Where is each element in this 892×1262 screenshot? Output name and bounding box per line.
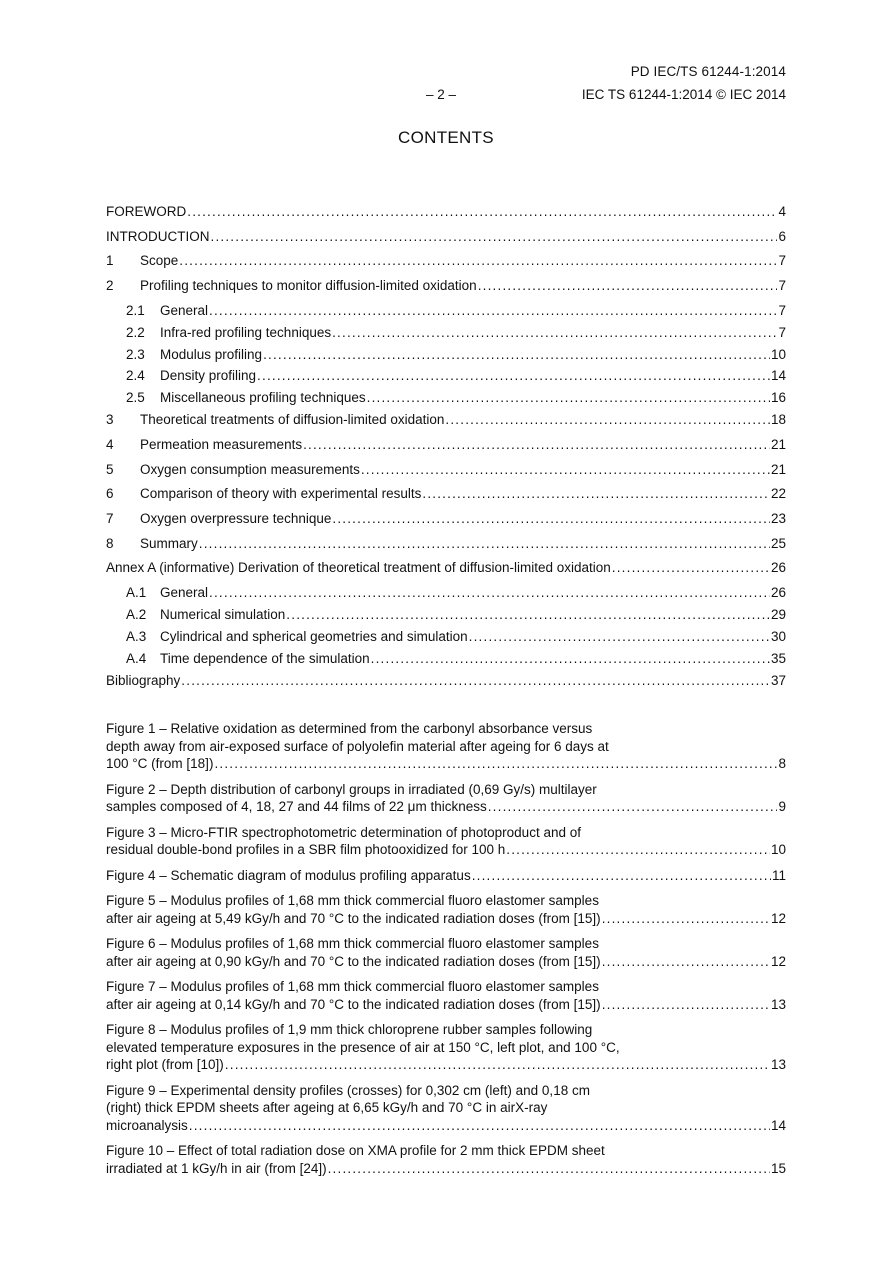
dot-leader — [189, 1117, 770, 1135]
toc-entry[interactable] — [106, 345, 786, 367]
figure-caption-last-line — [106, 1160, 786, 1178]
figure-caption-last-line — [106, 996, 786, 1014]
toc-entry-page: 21 — [770, 436, 786, 452]
toc-entry-title: General — [160, 302, 209, 318]
figure-caption-line: Figure 5 – Modulus profiles of 1,68 mm thick commercial fluoro elastomer samples — [106, 893, 599, 908]
toc-entry-title: FOREWORD — [106, 204, 187, 219]
toc-entry-title: Cylindrical and spherical geometries and simulation — [160, 628, 468, 644]
figure-page: 14 — [770, 1117, 786, 1133]
toc-entry-number: A.4 — [126, 650, 147, 666]
toc-entry-page: 16 — [770, 390, 786, 406]
toc-entry[interactable] — [106, 435, 786, 460]
figure-caption-last-line — [106, 910, 786, 928]
figure-caption-line: (right) thick EPDM sheets after ageing at 6,65 kGy/h and 70 °C in airX-ray — [106, 1100, 548, 1115]
toc-entry-page: 26 — [770, 585, 786, 601]
toc-entry-title: Bibliography — [106, 672, 181, 688]
toc-entry-page: 25 — [770, 535, 786, 551]
figure-caption-text: microanalysis — [106, 1117, 188, 1133]
dot-leader — [612, 558, 770, 578]
toc-entry-number: 3 — [106, 412, 114, 428]
toc-entry-number: 7 — [106, 510, 114, 526]
figure-entry[interactable] — [106, 1142, 786, 1177]
toc-entry[interactable] — [106, 583, 786, 605]
toc-entry-page: 23 — [770, 510, 786, 526]
dot-leader — [328, 1160, 770, 1178]
toc-entry-page: 26 — [770, 560, 786, 576]
toc-entry[interactable] — [106, 366, 786, 388]
figure-caption-line: Figure 9 – Experimental density profiles (crosses) for 0,302 cm (left) and 0,18 cm — [106, 1082, 590, 1098]
toc-entry-title: INTRODUCTION — [106, 228, 210, 244]
dot-leader — [472, 867, 771, 885]
toc-entry-title: General — [160, 585, 209, 601]
dot-leader — [286, 605, 770, 625]
figure-page: 10 — [770, 842, 786, 857]
figure-caption-line: Figure 3 – Micro-FTIR spectrophotometric determination of photoproduct and of — [106, 824, 581, 840]
figure-caption-line: Figure 8 – Modulus profiles of 1,9 mm thick chloroprene rubber samples following — [106, 1022, 593, 1037]
toc-entry-number: 2.5 — [126, 390, 145, 406]
dot-leader — [602, 996, 770, 1014]
dot-leader — [371, 649, 770, 669]
dot-leader — [225, 1056, 770, 1074]
toc-entry[interactable] — [106, 558, 786, 583]
toc-entry-page: 10 — [770, 346, 786, 362]
figure-caption-text: after air ageing at 0,90 kGy/h and 70 °C to the indicated radiation doses (from [15]) — [106, 953, 601, 969]
toc-entry[interactable] — [106, 202, 786, 227]
figure-caption-line: elevated temperature exposures in the presence of air at 150 °C, left plot, and 100 °C, — [106, 1039, 620, 1055]
toc-entry-title: Oxygen overpressure technique — [140, 510, 332, 526]
figure-caption-line: Figure 1 – Relative oxidation as determined from the carbonyl absorbance versus — [106, 721, 593, 736]
toc-entry-number: A.3 — [126, 628, 147, 644]
figure-page: 15 — [770, 1160, 786, 1176]
figure-caption-text: after air ageing at 0,14 kGy/h and 70 °C to the indicated radiation doses (from [15]) — [106, 996, 601, 1012]
figure-caption-last-line — [106, 867, 786, 885]
toc-entry-page: 7 — [778, 324, 786, 340]
dot-leader — [332, 323, 777, 343]
toc-entry-number: 2.1 — [126, 302, 145, 318]
toc-entry-title: Miscellaneous profiling techniques — [160, 390, 366, 406]
dot-leader — [214, 755, 777, 773]
toc-entry-title: Summary — [140, 535, 198, 551]
dot-leader — [602, 910, 770, 928]
table-of-contents — [106, 202, 786, 692]
toc-entry-title: Annex A (informative) Derivation of theoretical treatment of diffusion-limited oxidation — [106, 560, 611, 576]
toc-entry-title: Modulus profiling — [160, 346, 263, 362]
figure-caption-last-line — [106, 1117, 786, 1135]
toc-entry-number: A.2 — [126, 606, 147, 622]
toc-entry-title: Density profiling — [160, 368, 257, 384]
figure-page: 12 — [770, 910, 786, 926]
figure-caption-text: after air ageing at 5,49 kGy/h and 70 °C to the indicated radiation doses (from [15]) — [106, 910, 601, 926]
dot-leader — [263, 345, 770, 365]
toc-entry-page: 7 — [778, 302, 786, 318]
toc-entry-page: 7 — [778, 253, 786, 269]
toc-entry[interactable] — [106, 509, 786, 534]
toc-entry-number: 2.3 — [126, 346, 145, 362]
figure-page: 8 — [778, 756, 786, 771]
toc-entry-title: Permeation measurements — [140, 436, 303, 452]
dot-leader — [209, 301, 777, 321]
toc-entry-number: 6 — [106, 486, 114, 502]
dot-leader — [361, 460, 770, 480]
toc-entry-number: A.1 — [126, 585, 147, 601]
toc-entry-title: Scope — [140, 253, 179, 269]
toc-entry-number: 2.2 — [126, 324, 145, 340]
toc-entry-page: 29 — [770, 606, 786, 622]
dot-leader — [422, 484, 770, 504]
figure-caption-text: 100 °C (from [18]) — [106, 756, 214, 771]
figure-caption-line: Figure 2 – Depth distribution of carbonyl groups in irradiated (0,69 Gy/s) multilayer — [106, 781, 597, 797]
dot-leader — [332, 509, 770, 529]
figure-caption-text: Figure 4 – Schematic diagram of modulus profiling apparatus — [106, 867, 471, 883]
figure-entry[interactable] — [106, 1082, 786, 1135]
figure-page: 13 — [770, 996, 786, 1012]
toc-entry-page: 30 — [770, 628, 786, 644]
dot-leader — [478, 276, 778, 296]
dot-leader — [367, 388, 770, 408]
toc-entry[interactable] — [106, 251, 786, 276]
toc-entry-title: Time dependence of the simulation — [160, 650, 370, 666]
figure-caption-line: Figure 7 – Modulus profiles of 1,68 mm thick commercial fluoro elastomer samples — [106, 979, 599, 994]
figure-caption-last-line — [106, 841, 786, 859]
toc-entry-page: 21 — [770, 461, 786, 477]
dot-leader — [257, 366, 770, 386]
page-number: – 2 – — [426, 87, 457, 102]
toc-entry-page: 4 — [778, 204, 786, 219]
figure-caption-text: samples composed of 4, 18, 27 and 44 films of 22 μm thickness — [106, 799, 487, 814]
dot-leader — [199, 534, 770, 554]
figure-caption-last-line — [106, 1056, 786, 1074]
list-of-figures — [106, 720, 786, 1185]
figure-entry[interactable] — [106, 781, 786, 816]
figure-caption-text: residual double-bond profiles in a SBR film photooxidized for 100 h — [106, 842, 506, 857]
toc-entry-page: 37 — [770, 672, 786, 688]
dot-leader — [445, 410, 770, 430]
toc-entry-number: 2.4 — [126, 368, 145, 384]
toc-entry[interactable] — [106, 460, 786, 485]
figure-page: 11 — [771, 867, 786, 883]
toc-entry[interactable] — [106, 534, 786, 559]
toc-entry[interactable] — [106, 227, 786, 252]
toc-entry[interactable] — [106, 301, 786, 323]
toc-entry-page: 22 — [770, 486, 786, 502]
toc-entry-page: 18 — [770, 412, 786, 428]
toc-entry-number: 1 — [106, 253, 114, 269]
figure-page: 12 — [770, 953, 786, 969]
dot-leader — [209, 583, 770, 603]
dot-leader — [506, 841, 770, 859]
dot-leader — [179, 251, 777, 271]
toc-entry[interactable] — [106, 627, 786, 649]
figure-entry[interactable] — [106, 1021, 786, 1074]
toc-entry[interactable] — [106, 388, 786, 410]
toc-entry[interactable] — [106, 276, 786, 301]
toc-entry-title: Oxygen consumption measurements — [140, 461, 360, 477]
toc-entry-page: 7 — [778, 278, 786, 294]
figure-entry[interactable] — [106, 935, 786, 970]
toc-entry-title: Comparison of theory with experimental results — [140, 486, 422, 502]
figure-page: 13 — [770, 1057, 786, 1072]
toc-entry[interactable] — [106, 323, 786, 345]
figure-entry[interactable] — [106, 867, 786, 885]
figure-caption-line: depth away from air-exposed surface of polyolefin material after ageing for 6 days at — [106, 738, 609, 754]
figure-page: 9 — [778, 799, 786, 814]
copyright-line: IEC TS 61244-1:2014 © IEC 2014 — [581, 87, 786, 102]
document-id: PD IEC/TS 61244-1:2014 — [630, 64, 786, 79]
toc-entry-page: 35 — [770, 650, 786, 666]
dot-leader — [488, 798, 778, 816]
figure-caption-text: right plot (from [10]) — [106, 1057, 224, 1072]
figure-caption-last-line — [106, 798, 786, 816]
figure-caption-last-line — [106, 953, 786, 971]
toc-entry-title: Theoretical treatments of diffusion-limited oxidation — [140, 412, 445, 428]
toc-entry-number: 8 — [106, 535, 114, 551]
toc-entry-page: 14 — [770, 368, 786, 384]
toc-entry[interactable] — [106, 484, 786, 509]
toc-entry-number: 5 — [106, 461, 114, 477]
toc-entry[interactable] — [106, 671, 786, 693]
toc-entry[interactable] — [106, 410, 786, 435]
toc-entry-title: Numerical simulation — [160, 606, 286, 622]
dot-leader — [211, 227, 778, 247]
figure-caption-line: Figure 6 – Modulus profiles of 1,68 mm thick commercial fluoro elastomer samples — [106, 936, 599, 951]
toc-entry-number: 2 — [106, 278, 114, 294]
figure-entry[interactable] — [106, 720, 786, 773]
dot-leader — [602, 953, 770, 971]
figure-caption-last-line — [106, 755, 786, 773]
figure-entry[interactable] — [106, 892, 786, 927]
toc-entry-title: Infra-red profiling techniques — [160, 324, 332, 340]
dot-leader — [181, 671, 770, 691]
figure-entry[interactable] — [106, 978, 786, 1013]
contents-title: CONTENTS — [398, 128, 494, 147]
figure-entry[interactable] — [106, 824, 786, 859]
toc-entry-title: Profiling techniques to monitor diffusion-limited oxidation — [140, 278, 477, 294]
dot-leader — [303, 435, 770, 455]
figure-caption-text: irradiated at 1 kGy/h in air (from [24]) — [106, 1160, 327, 1176]
dot-leader — [187, 202, 777, 222]
toc-entry-number: 4 — [106, 436, 114, 452]
toc-entry[interactable] — [106, 649, 786, 671]
figure-caption-line: Figure 10 – Effect of total radiation dose on XMA profile for 2 mm thick EPDM sheet — [106, 1143, 605, 1158]
toc-entry[interactable] — [106, 605, 786, 627]
toc-entry-page: 6 — [778, 228, 786, 244]
dot-leader — [469, 627, 770, 647]
